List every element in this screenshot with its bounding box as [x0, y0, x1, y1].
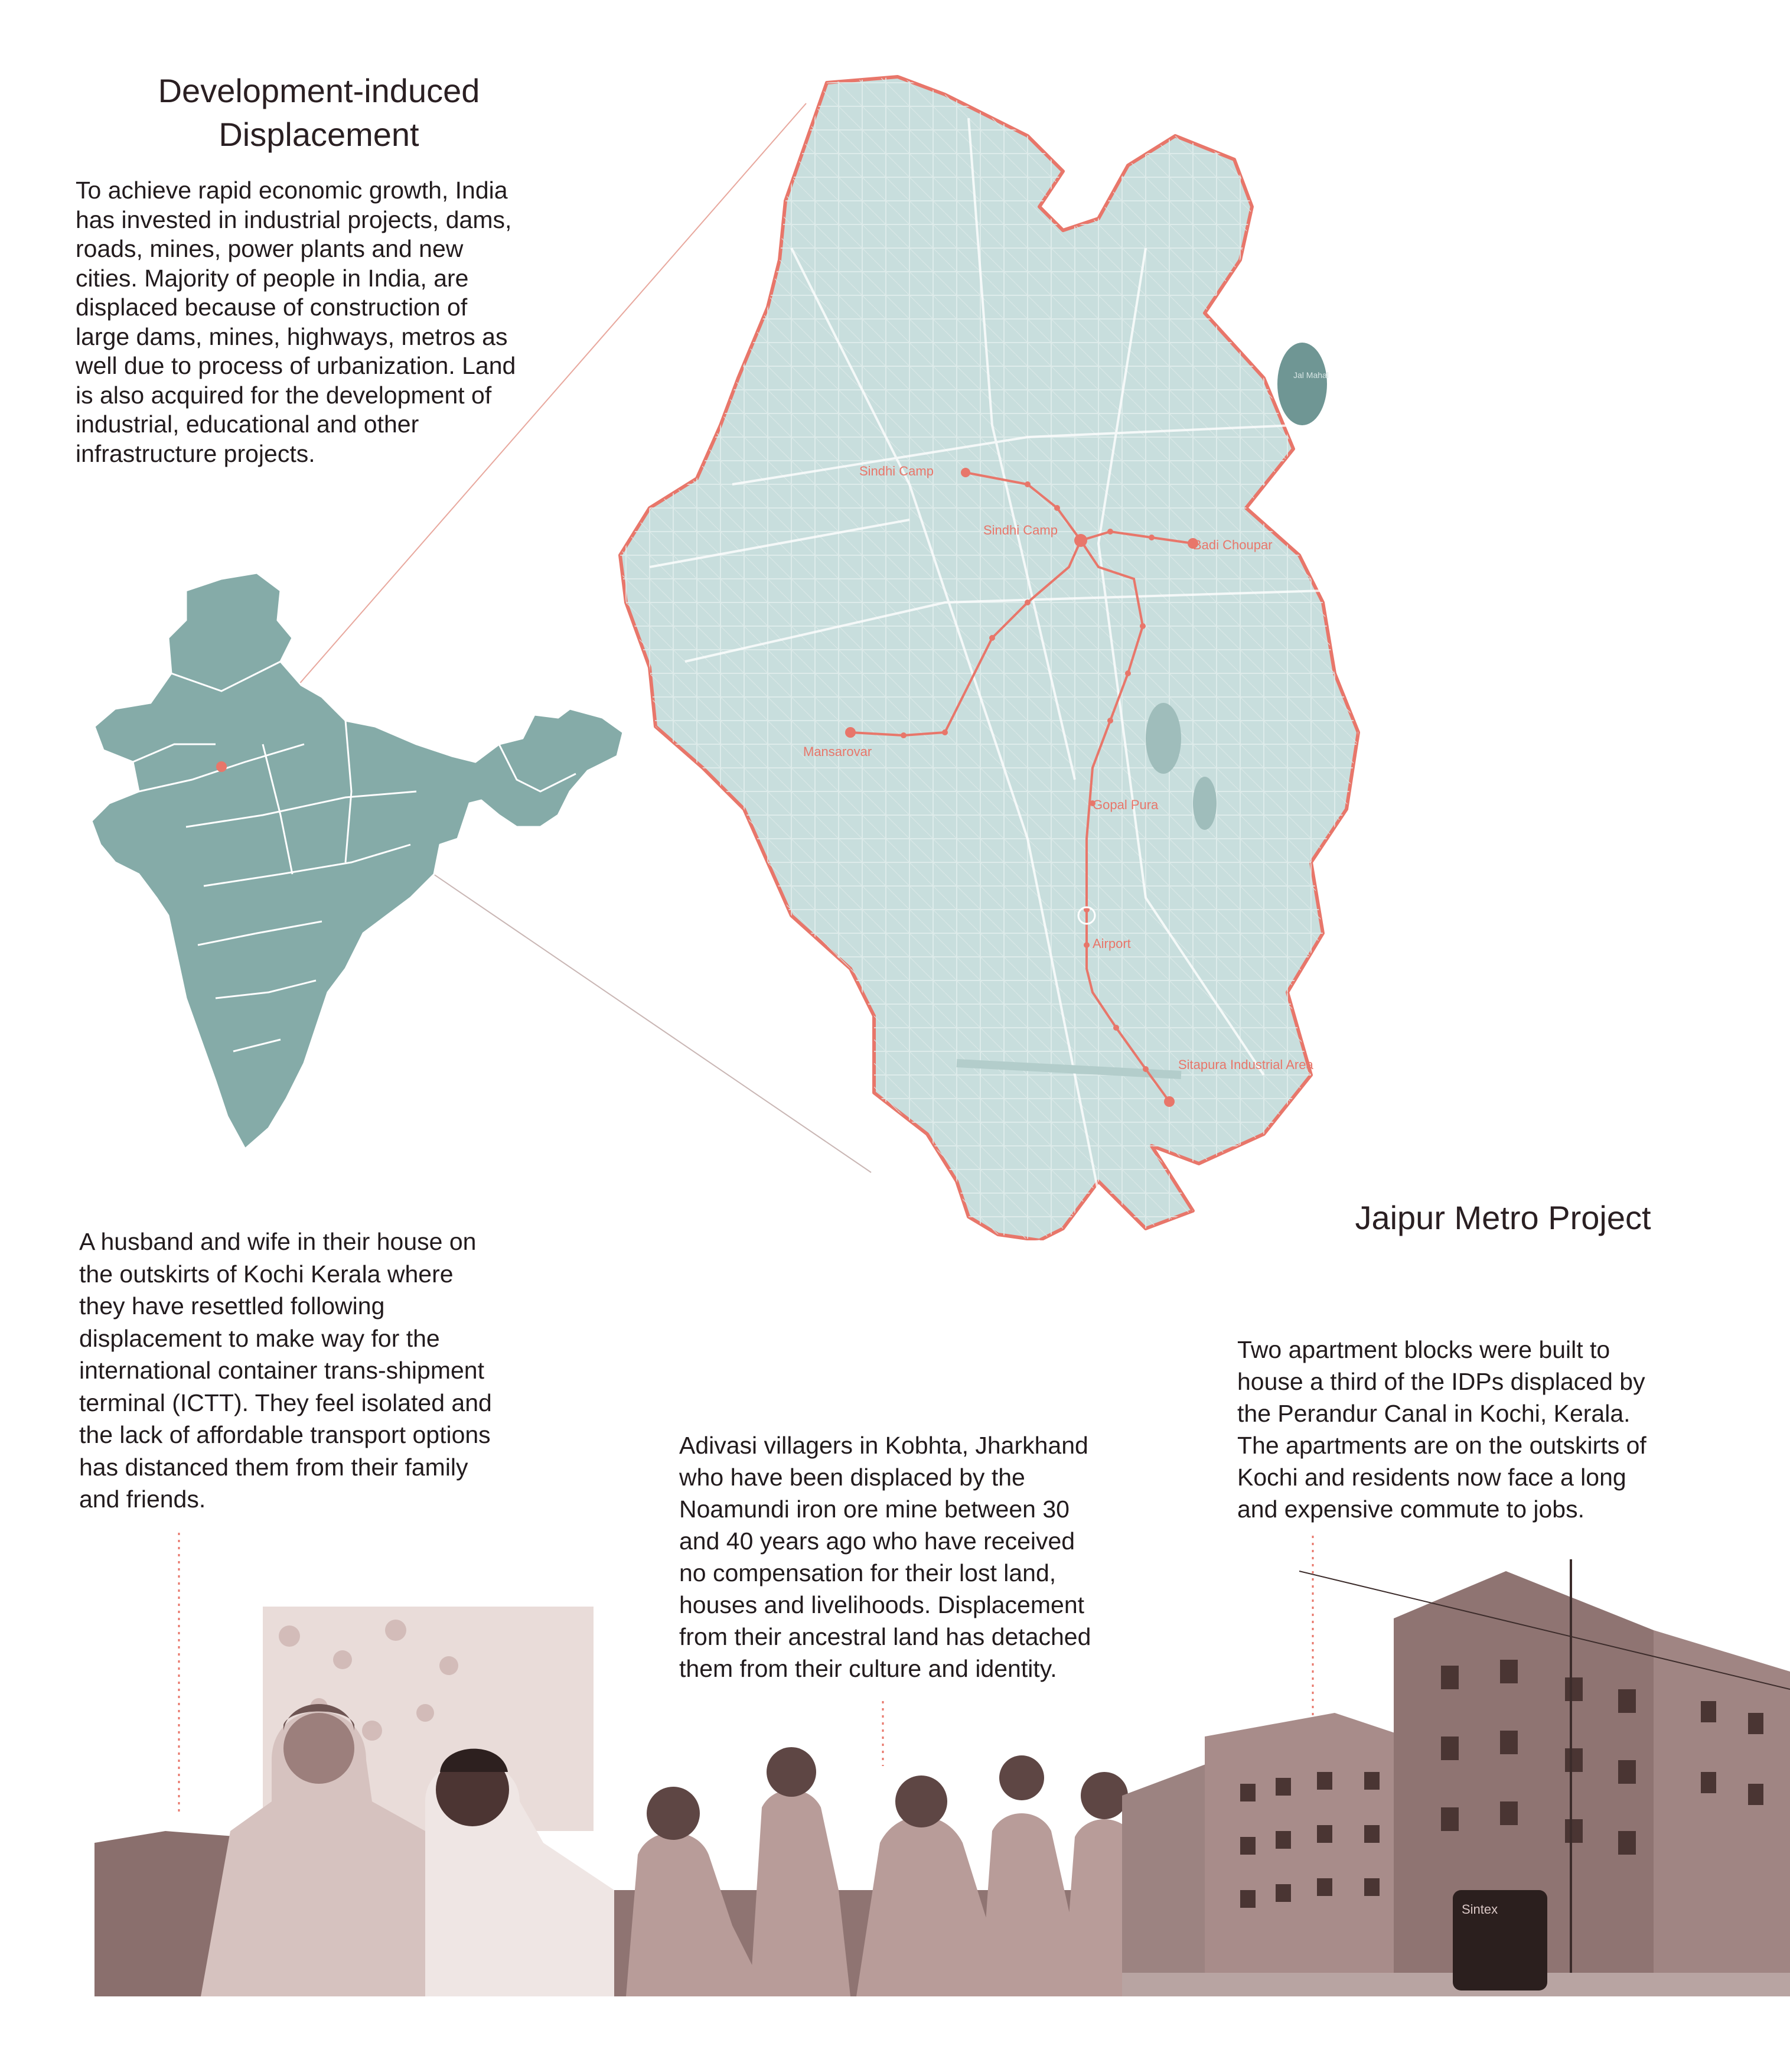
- caption-line: Noamundi iron ore mine between 30: [679, 1496, 1070, 1523]
- caption-line: and 40 years ago who have received: [679, 1527, 1075, 1555]
- intro-line: industrial, educational and other: [76, 411, 419, 438]
- caption-line: who have been displaced by the: [679, 1464, 1025, 1491]
- caption-line: house a third of the IDPs displaced by: [1237, 1368, 1645, 1395]
- lake-label: Jal Mahal: [1293, 370, 1329, 380]
- caption-line: Two apartment blocks were built to: [1237, 1336, 1610, 1363]
- caption-line: A husband and wife in their house on: [79, 1228, 477, 1255]
- water-tank-icon: [1453, 1890, 1547, 1990]
- caption-line: international container trans-shipment: [79, 1357, 484, 1384]
- caption-line: no compensation for their lost land,: [679, 1559, 1057, 1586]
- intro-line: cities. Majority of people in India, are: [76, 264, 469, 292]
- intro-line: large dams, mines, highways, metros as: [76, 322, 508, 350]
- photo-adivasi-villagers: [614, 1713, 1158, 1996]
- intro-line: infrastructure projects.: [76, 439, 315, 467]
- caption-line: displacement to make way for the: [79, 1324, 440, 1352]
- caption-line: has distanced them from their family: [79, 1453, 468, 1481]
- caption-line: them from their culture and identity.: [679, 1655, 1057, 1682]
- station-label: Airport: [1093, 936, 1131, 951]
- station-label: Gopal Pura: [1093, 797, 1159, 812]
- photo-kochi-couple: [94, 1607, 614, 1996]
- intro-line: roads, mines, power plants and new: [76, 235, 464, 262]
- caption-line: terminal (ICTT). They feel isolated and: [79, 1389, 492, 1416]
- caption-line: they have resettled following: [79, 1292, 385, 1320]
- caption-line: and friends.: [79, 1485, 206, 1513]
- caption-line: the lack of affordable transport options: [79, 1421, 491, 1448]
- tank-label: Sintex: [1462, 1902, 1498, 1917]
- intro-line: is also acquired for the development of: [76, 381, 492, 409]
- station-label: Mansarovar: [803, 744, 872, 759]
- station-label: Sitapura Industrial Area: [1178, 1057, 1313, 1072]
- section-title-line1: Development-induced: [158, 72, 480, 109]
- caption-line: Kochi and residents now face a long: [1237, 1464, 1626, 1491]
- caption-line: and expensive commute to jobs.: [1237, 1496, 1584, 1523]
- intro-line: well due to process of urbanization. Land: [76, 352, 516, 379]
- intro-line: displaced because of construction of: [76, 294, 468, 321]
- section-title-line2: Displacement: [219, 116, 419, 153]
- caption-line: The apartments are on the outskirts of: [1237, 1432, 1646, 1459]
- station-label: Badi Choupar: [1193, 537, 1273, 552]
- station-label: Sindhi Camp: [983, 523, 1058, 537]
- station-label: Sindhi Camp: [859, 464, 934, 478]
- caption-line: the outskirts of Kochi Kerala where: [79, 1260, 454, 1288]
- intro-line: To achieve rapid economic growth, India: [76, 177, 508, 204]
- caption-line: Adivasi villagers in Kobhta, Jharkhand: [679, 1432, 1088, 1459]
- intro-line: has invested in industrial projects, dams,: [76, 206, 512, 233]
- caption-line: from their ancestral land has detached: [679, 1623, 1091, 1650]
- caption-line: the Perandur Canal in Kochi, Kerala.: [1237, 1400, 1631, 1427]
- map-title: Jaipur Metro Project: [1355, 1199, 1651, 1236]
- photo-apartment-blocks: [1122, 1559, 1790, 1996]
- caption-line: houses and livelihoods. Displacement: [679, 1591, 1085, 1618]
